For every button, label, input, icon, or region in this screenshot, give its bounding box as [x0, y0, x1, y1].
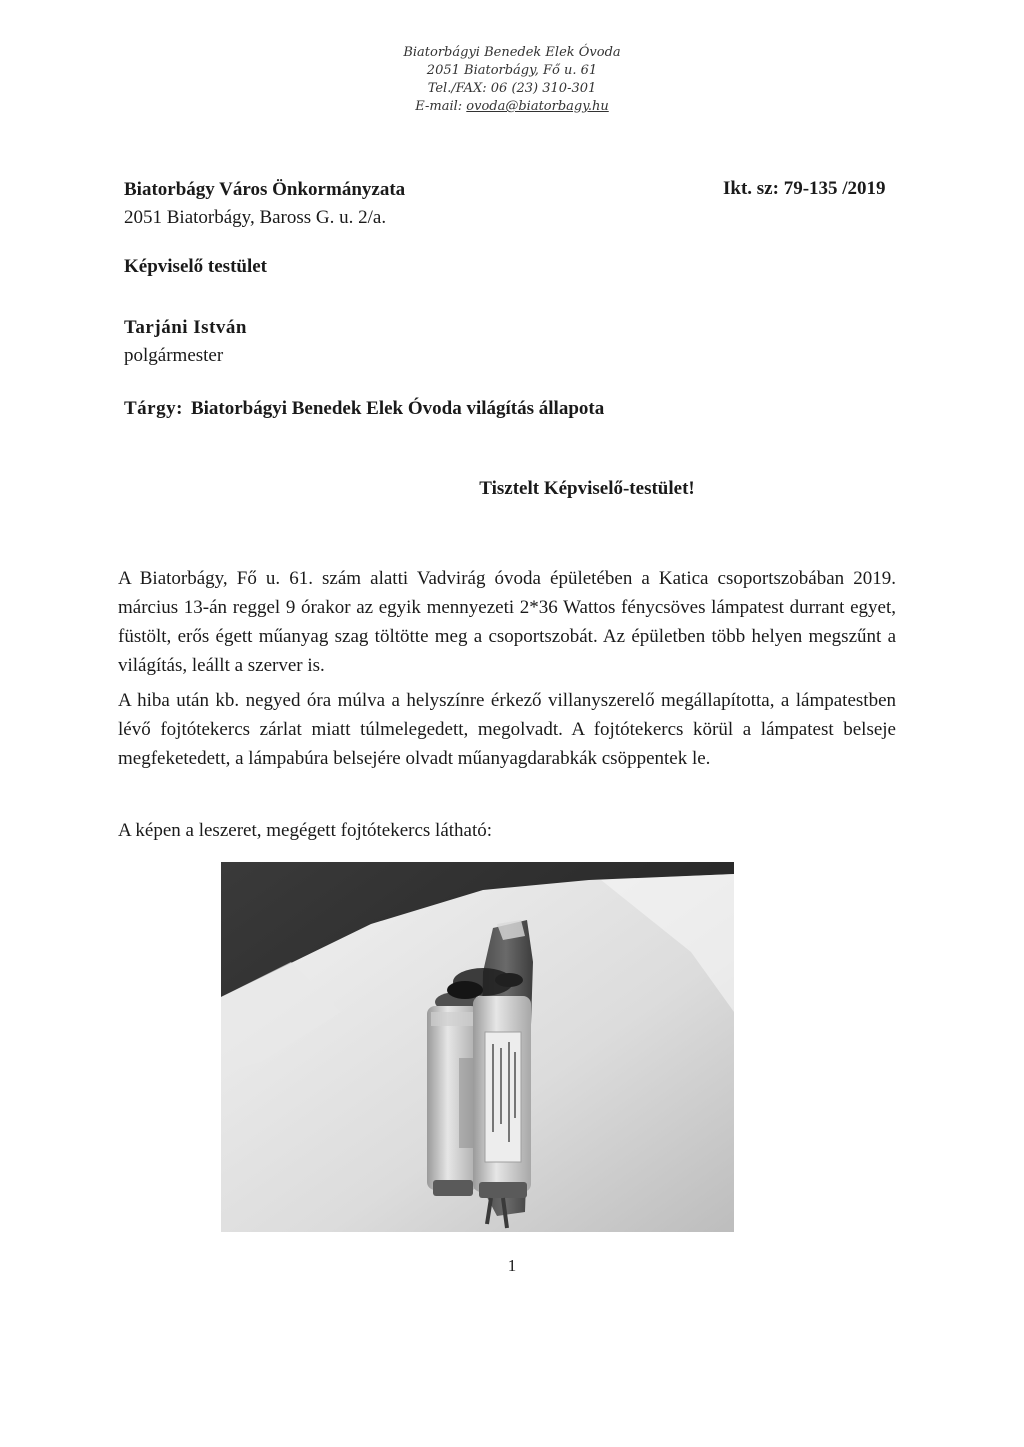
subject-line	[124, 398, 604, 420]
letterhead-email-line	[0, 98, 1024, 116]
page-number: 1	[507, 1256, 517, 1275]
burnt-ballast-photo	[221, 862, 734, 1232]
addressee-address: 2051 Biatorbágy, Baross G. u. 2/a.	[124, 207, 387, 228]
reference-number: Ikt. sz: 79-135 /2019	[723, 178, 886, 199]
mayor-name: Tarjáni István	[124, 317, 247, 338]
letterhead-email-label: E-mail:	[415, 99, 467, 114]
paragraph-incident: A Biatorbágy, Fő u. 61. szám alatti Vadvirág óvoda épületében a Katica csoportszobában 2019. március 13-án reggel 9 órakor az egyik mennyezeti 2*36 Wattos fénycsöves lámpatest durrant egyet, füstölt, erős égett műanyag szag töltötte meg a csoportszobát. Az épületben több helyen megszűnt a világítás, leállt a szerver is.	[118, 568, 896, 676]
letterhead-address: 2051 Biatorbágy, Fő u. 61	[426, 63, 598, 78]
addressee-organization: Biatorbágy Város Önkormányzata	[124, 179, 406, 200]
paragraph-diagnosis: A hiba után kb. negyed óra múlva a helyszínre érkező villanyszerelő megállapította, a lámpatestben lévő fojtótekercs zárlat miatt túlmelegedett, megolvadt. A fojtótekercs körül a lámpatest belseje megfeketedett, a lámpabúra belsejére olvadt műanyagdarabkák csöppentek le.	[118, 690, 896, 769]
recipient-body: Képviselő testület	[124, 256, 268, 277]
paragraph-photo-caption: A képen a leszeret, megégett fojtótekercs látható:	[118, 820, 493, 841]
addressee-block	[124, 176, 405, 232]
letterhead	[0, 44, 1024, 116]
subject-label: Tárgy:	[124, 398, 183, 419]
letterhead-phone: Tel./FAX: 06 (23) 310-301	[427, 81, 597, 96]
recipient-mayor	[124, 314, 247, 370]
subject-text: Biatorbágyi Benedek Elek Óvoda világítás állapota	[190, 398, 605, 419]
letterhead-email-link[interactable]: ovoda@biatorbagy.hu	[466, 99, 609, 114]
letterhead-institution: Biatorbágyi Benedek Elek Óvoda	[403, 45, 621, 60]
salutation: Tisztelt Képviselő-testület!	[479, 478, 695, 499]
mayor-title: polgármester	[124, 345, 224, 366]
photo-graphic	[221, 862, 734, 1232]
